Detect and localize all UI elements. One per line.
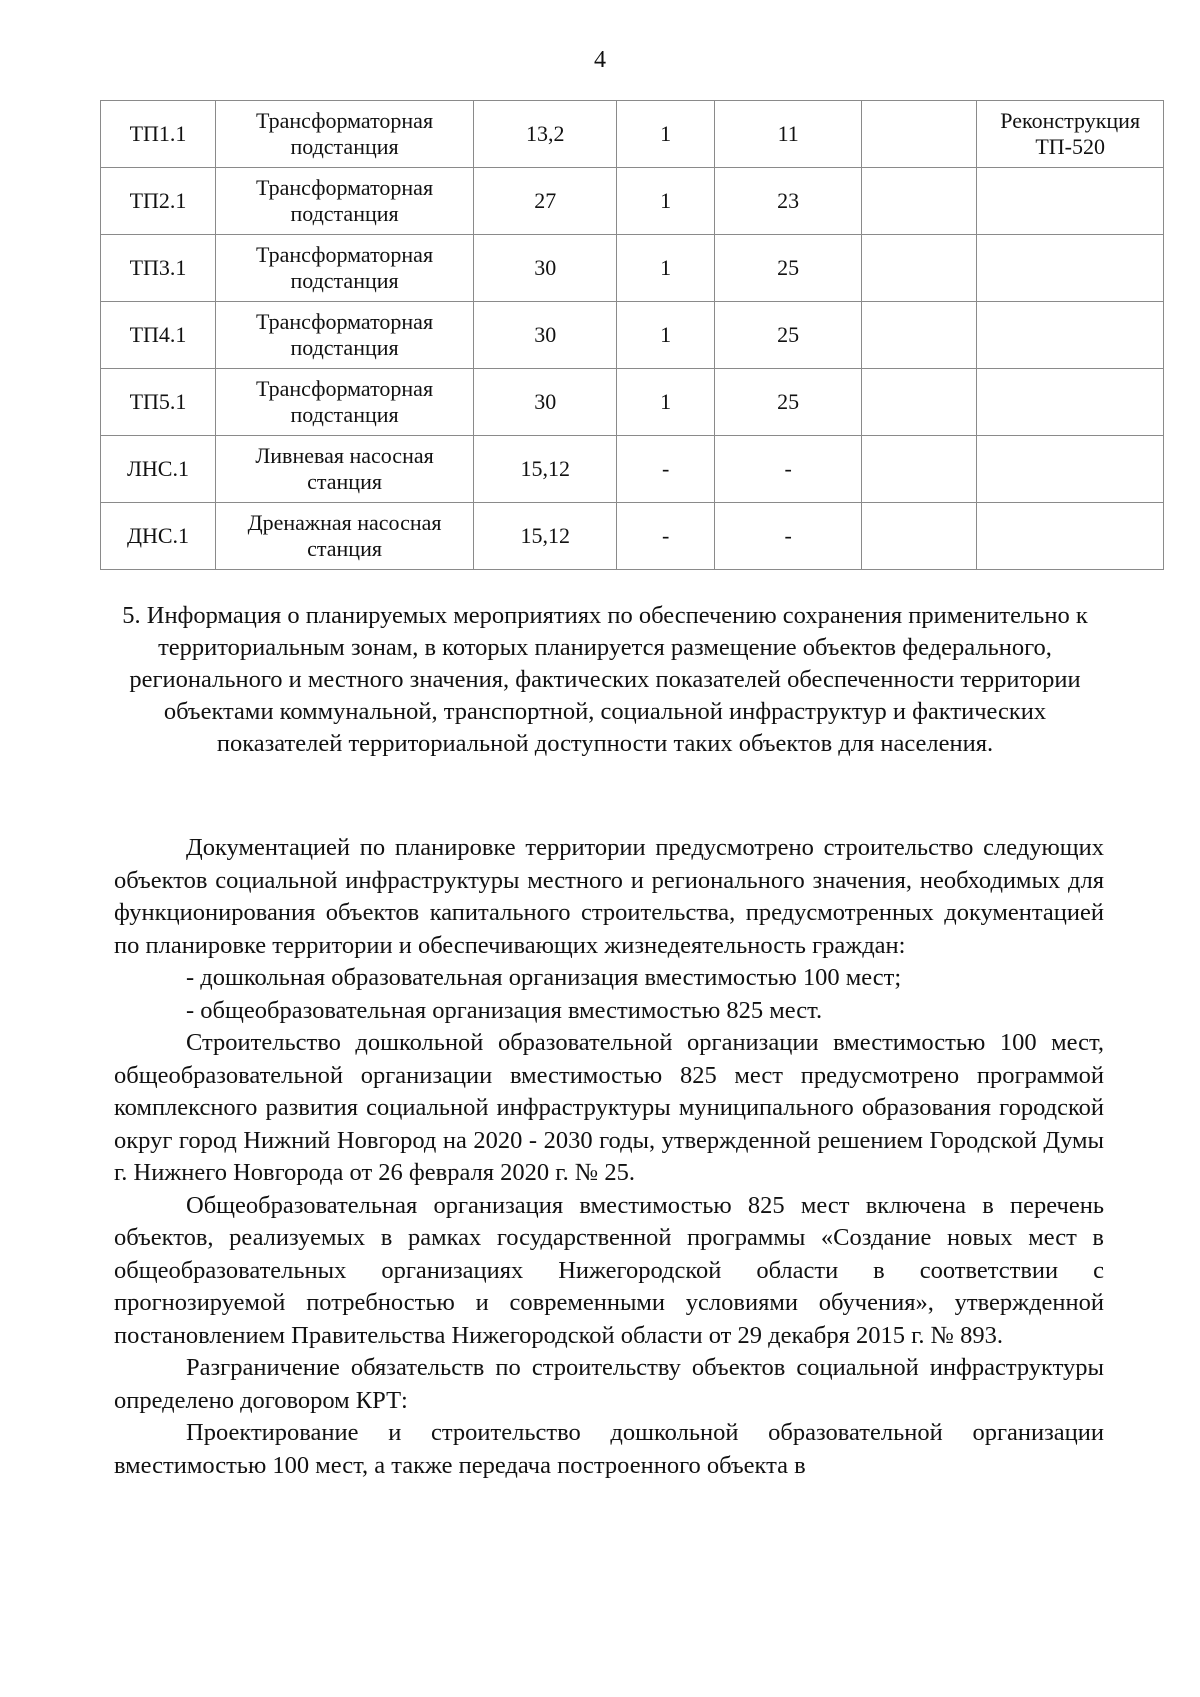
infrastructure-table: [100, 100, 1164, 570]
object-code-cell: ТП3.1: [101, 235, 216, 302]
count-cell: -: [617, 503, 715, 570]
value-cell: 13,2: [474, 101, 617, 168]
count-cell: 1: [617, 369, 715, 436]
note-cell: Реконструкция ТП-520: [977, 101, 1164, 168]
value-cell: 25: [714, 369, 862, 436]
paragraph: Общеобразовательная организация вместимостью 825 мест включена в перечень объектов, реализуемых в рамках государственной программы «Создание новых мест в общеобразовательных организациях Нижегородской области в соответствии с прогнозируемой потребностью и современными условиями обучения», утвержденной постановлением Правительства Нижегородской области от 29 декабря 2015 г. № 893.: [114, 1191, 1104, 1349]
count-cell: 1: [617, 302, 715, 369]
count-cell: 1: [617, 235, 715, 302]
list-item: - дошкольная образовательная организация вместимостью 100 мест;: [186, 964, 902, 991]
empty-cell: [862, 369, 977, 436]
empty-cell: [862, 503, 977, 570]
paragraph: Строительство дошкольной образовательной организации вместимостью 100 мест, общеобразовательной организации вместимостью 825 мест предусмотрено программой комплексного развития социальной инфраструктуры муниципального образования городской округ город Нижний Новгород на 2020 - 2030 годы, утвержденной решением Городской Думы г. Нижнего Новгорода от 26 февраля 2020 г. № 25.: [114, 1029, 1104, 1186]
value-cell: 25: [714, 235, 862, 302]
empty-cell: [862, 101, 977, 168]
object-name-cell: Трансформаторная подстанция: [215, 101, 473, 168]
object-code-cell: ДНС.1: [101, 503, 216, 570]
empty-cell: [862, 436, 977, 503]
section-title: 5. Информация о планируемых мероприятиях по обеспечению сохранения применительно к территориальным зонам, в которых планируется размещение объектов федерального, регионального и местного значения, фактических показателей обеспеченности территории объектами коммунальной, транспортной, социальной инфраструктур и фактических показателей территориальной доступности таких объектов для населения.: [122, 602, 1088, 757]
object-name-cell: Трансформаторная подстанция: [215, 369, 473, 436]
table-row: [101, 369, 1164, 436]
paragraph: Проектирование и строительство дошкольной образовательной организации вместимостью 100 мест, а также передача построенного объекта в: [114, 1419, 1104, 1479]
empty-cell: [862, 235, 977, 302]
object-code-cell: ТП4.1: [101, 302, 216, 369]
object-name-cell: Дренажная насосная станция: [215, 503, 473, 570]
table-row: [101, 503, 1164, 570]
list-item: - общеобразовательная организация вместимостью 825 мест.: [186, 996, 823, 1024]
note-cell: [977, 369, 1164, 436]
value-cell: 23: [714, 168, 862, 235]
value-cell: 30: [474, 302, 617, 369]
paragraph: Разграничение обязательств по строительству объектов социальной инфраструктуры определено договором КРТ:: [114, 1354, 1104, 1414]
empty-cell: [862, 168, 977, 235]
object-name-cell: Трансформаторная подстанция: [215, 168, 473, 235]
table-row: [101, 101, 1164, 168]
note-cell: [977, 436, 1164, 503]
object-code-cell: ТП5.1: [101, 369, 216, 436]
note-cell: [977, 168, 1164, 235]
paragraph: Документацией по планировке территории предусмотрено строительство следующих объектов социальной инфраструктуры местного и регионального значения, необходимых для функционирования объектов капитального строительства, предусмотренных документацией по планировке территории и обеспечивающих жизнедеятельность граждан:: [114, 834, 1104, 959]
table-row: [101, 235, 1164, 302]
object-name-cell: Трансформаторная подстанция: [215, 302, 473, 369]
object-code-cell: ТП1.1: [101, 101, 216, 168]
count-cell: -: [617, 436, 715, 503]
value-cell: 30: [474, 235, 617, 302]
object-name-cell: Ливневая насосная станция: [215, 436, 473, 503]
note-cell: [977, 235, 1164, 302]
page-number: 4: [594, 47, 606, 73]
value-cell: 25: [714, 302, 862, 369]
body-text: [114, 832, 1104, 1482]
value-cell: 11: [714, 101, 862, 168]
value-cell: -: [714, 436, 862, 503]
count-cell: 1: [617, 101, 715, 168]
empty-cell: [862, 302, 977, 369]
table-row: [101, 302, 1164, 369]
table-row: [101, 168, 1164, 235]
value-cell: 15,12: [474, 503, 617, 570]
table-row: [101, 436, 1164, 503]
value-cell: 30: [474, 369, 617, 436]
count-cell: 1: [617, 168, 715, 235]
note-cell: [977, 503, 1164, 570]
object-name-cell: Трансформаторная подстанция: [215, 235, 473, 302]
value-cell: -: [714, 503, 862, 570]
object-code-cell: ТП2.1: [101, 168, 216, 235]
value-cell: 15,12: [474, 436, 617, 503]
note-cell: [977, 302, 1164, 369]
object-code-cell: ЛНС.1: [101, 436, 216, 503]
value-cell: 27: [474, 168, 617, 235]
